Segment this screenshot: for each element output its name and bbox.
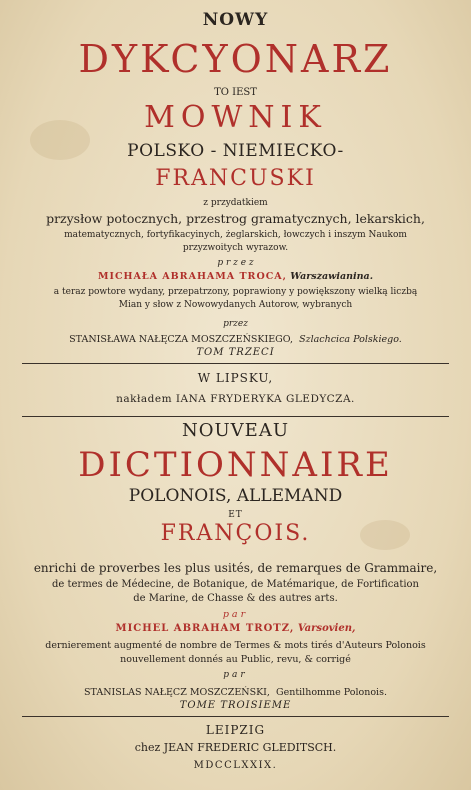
przez-2: przez bbox=[223, 319, 248, 329]
edition-line-2: Mian y słow z Nowowydanych Autorow, wybranych bbox=[118, 300, 353, 310]
fr-subtitle-3: de Marine, de Chasse & des autres arts. bbox=[133, 593, 338, 604]
editor-title-fr: Gentilhomme Polonois. bbox=[276, 687, 387, 698]
title-mownik: MOWNIK bbox=[144, 100, 327, 135]
author-line-pl bbox=[0, 272, 471, 282]
subtitle-line-1: przysłow potocznych, przestrog gramatycznych, lekarskich, bbox=[46, 211, 425, 226]
title-nouveau: NOUVEAU bbox=[182, 420, 289, 441]
author-name-fr: MICHEL ABRAHAM TROTZ, bbox=[115, 623, 295, 634]
tom-trzeci: TOM TRZECI bbox=[196, 347, 275, 358]
leipzig: LEIPZIG bbox=[205, 723, 266, 737]
editor-name-pl: STANISŁAWA NAŁĘCZA MOSZCZEŃSKIEGO, bbox=[69, 334, 294, 345]
editor-line-pl bbox=[0, 335, 471, 345]
et: ET bbox=[228, 510, 243, 520]
editor-name-fr: STANISLAS NAŁĘCZ MOSZCZEŃSKI, bbox=[84, 687, 270, 698]
author-name-pl: MICHAŁA ABRAHAMA TROCA, bbox=[97, 271, 287, 282]
author-origin-pl: Warszawianina. bbox=[290, 271, 374, 282]
subtitle-line-3: przyzwoitych wyrazow. bbox=[182, 243, 289, 253]
title-nowy: NOWY bbox=[202, 10, 269, 30]
fr-subtitle-1: enrichi de proverbes les plus usités, de remarques de Grammaire, bbox=[33, 561, 438, 575]
fr-edition-1: dernierement augmenté de nombre de Termes & mots tirés d'Auteurs Polonois bbox=[45, 640, 426, 651]
divider-rule bbox=[22, 416, 449, 417]
divider-rule bbox=[22, 363, 449, 364]
subtitle-line-2: matematycznych, fortyfikacyinych, żeglarskich, łowczych i inszym Naukom bbox=[64, 230, 407, 240]
tome-troisieme: TOME TROISIEME bbox=[179, 700, 292, 711]
francuski: FRANCUSKI bbox=[155, 166, 316, 191]
title-francois: FRANÇOIS. bbox=[160, 521, 311, 546]
z-przydatkiem: z przydatkiem bbox=[203, 198, 268, 208]
editor-title-pl: Szlachcica Polskiego. bbox=[299, 334, 402, 345]
fr-edition-2: nouvellement donnés au Public, revu, & corrigé bbox=[120, 654, 351, 665]
przez-1: p r z e z bbox=[217, 258, 254, 268]
author-line-fr bbox=[0, 624, 471, 634]
publisher-fr: chez JEAN FREDERIC GLEDITSCH. bbox=[134, 741, 337, 754]
publisher-pl: nakładem IANA FRYDERYKA GLEDYCZA. bbox=[116, 393, 355, 405]
editor-line-fr bbox=[0, 688, 471, 698]
title-dykcyonarz: DYKCYONARZ bbox=[78, 37, 393, 81]
year: MDCCLXXIX. bbox=[193, 760, 278, 771]
par-2: par bbox=[223, 670, 248, 680]
title-dictionnaire: DICTIONNAIRE bbox=[78, 445, 393, 485]
fr-subtitle-2: de termes de Médecine, de Botanique, de Matémarique, de Fortification bbox=[51, 579, 419, 590]
par-1: par bbox=[222, 609, 249, 620]
to-iest: TO IEST bbox=[214, 87, 257, 98]
divider-rule bbox=[22, 716, 449, 717]
polonois-allemand: POLONOIS, ALLEMAND bbox=[128, 486, 343, 506]
author-origin-fr: Varsovien, bbox=[297, 623, 356, 634]
w-lipsku: W LIPSKU, bbox=[197, 371, 274, 385]
edition-line-1: a teraz powtore wydany, przepatrzony, poprawiony y powiększony wielką liczbą bbox=[53, 287, 418, 297]
polsko-niemiecko: POLSKO - NIEMIECKO- bbox=[127, 141, 344, 161]
